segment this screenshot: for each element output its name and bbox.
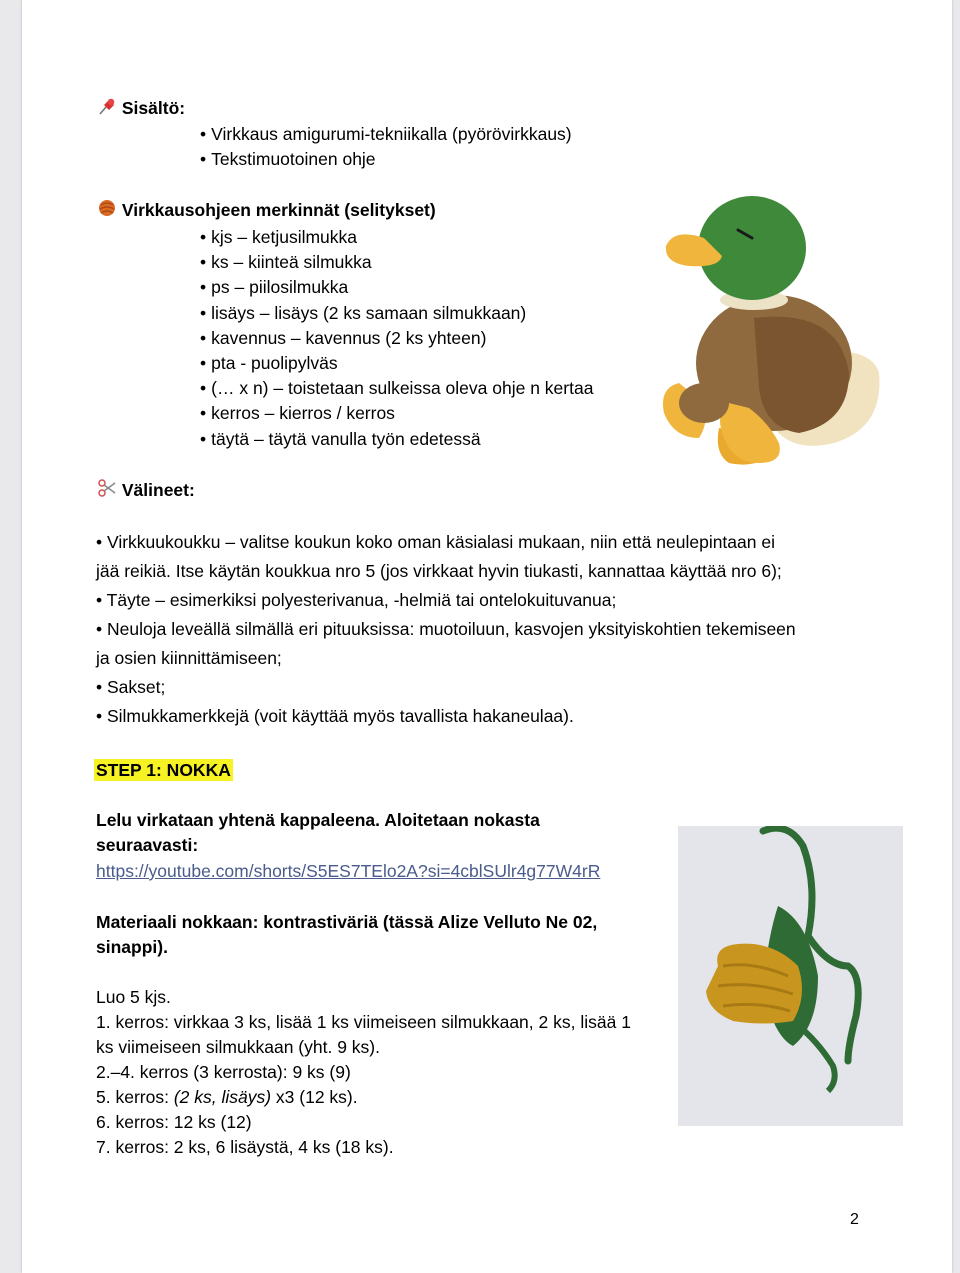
step1-intro [96, 808, 540, 858]
instruction-line: 2.–4. kerros (3 kerrosta): 9 ks (9) [96, 1062, 351, 1082]
list-item: • lisäys – lisäys (2 ks samaan silmukkaan) [200, 301, 593, 326]
tools-line: • Sakset; [96, 677, 166, 697]
row5-prefix: 5. kerros: [96, 1087, 174, 1107]
tools-heading: Välineet: [121, 480, 195, 501]
instruction-line: 1. kerros: virkkaa 3 ks, lisää 1 ks viimeiseen silmukkaan, 2 ks, lisää 1 [96, 1012, 631, 1032]
abbreviations-list [200, 225, 593, 452]
document-page [22, 0, 952, 1273]
tools-line: • Virkkuukoukku – valitse koukun koko oman käsialasi mukaan, niin että neulepintaan ei [96, 532, 775, 552]
step1-instructions [96, 985, 631, 1160]
instruction-line: 6. kerros: 12 ks (12) [96, 1112, 252, 1132]
abbreviations-heading: Virkkausohjeen merkinnät (selitykset) [121, 200, 436, 221]
list-item: • kerros – kierros / kerros [200, 401, 593, 426]
list-item: • ks – kiinteä silmukka [200, 250, 593, 275]
scissors-icon [97, 478, 117, 505]
step1-title-text: STEP 1: NOKKA [96, 760, 231, 780]
contents-heading-row [97, 96, 185, 123]
step1-material-line2: sinappi). [96, 937, 168, 957]
step1-title [94, 758, 233, 783]
crocheted-beak-photo [678, 826, 903, 1126]
pushpin-icon [97, 96, 117, 123]
row5-italic: (2 ks, lisäys) [173, 1087, 272, 1107]
step1-intro-line1: Lelu virkataan yhtenä kappaleena. Aloitetaan nokasta [96, 810, 540, 830]
instruction-line [96, 1085, 631, 1110]
list-item: • kjs – ketjusilmukka [200, 225, 593, 250]
list-item: • pta - puolipylväs [200, 351, 593, 376]
step1-material [96, 910, 597, 960]
list-item: • kavennus – kavennus (2 ks yhteen) [200, 326, 593, 351]
instruction-line: 7. kerros: 2 ks, 6 lisäystä, 4 ks (18 ks). [96, 1137, 394, 1157]
list-item: • (… x n) – toistetaan sulkeissa oleva ohje n kertaa [200, 376, 593, 401]
list-item: • Virkkaus amigurumi-tekniikalla (pyörövirkkaus) [200, 122, 572, 147]
video-link-row [96, 859, 600, 884]
list-item: • Tekstimuotoinen ohje [200, 147, 572, 172]
instruction-line: Luo 5 kjs. [96, 987, 171, 1007]
tools-heading-row [97, 478, 195, 505]
row5-suffix: x3 (12 ks). [271, 1087, 358, 1107]
list-item: • ps – piilosilmukka [200, 275, 593, 300]
contents-list [200, 122, 572, 172]
tools-line: ja osien kiinnittämiseen; [96, 648, 282, 668]
step1-material-line1: Materiaali nokkaan: kontrastiväriä (tässä Alize Velluto Ne 02, [96, 912, 598, 932]
tools-line: • Täyte – esimerkiksi polyesterivanua, -helmiä tai ontelokuituvanua; [96, 590, 617, 610]
tools-line: • Neuloja leveällä silmällä eri pituuksissa: muotoiluun, kasvojen yksityiskohtien tekemiseen [96, 619, 796, 639]
contents-heading: Sisältö: [121, 98, 186, 119]
tools-list [96, 528, 796, 731]
video-link[interactable]: https://youtube.com/shorts/S5ES7TElo2A?si=4cblSUlr4g77W4rR [96, 861, 601, 881]
tools-line: • Silmukkamerkkejä (voit käyttää myös tavallista hakaneulaa). [96, 706, 574, 726]
page-number: 2 [850, 1211, 859, 1228]
abbreviations-heading-row [97, 198, 436, 225]
tools-line: jää reikiä. Itse käytän koukkua nro 5 (jos virkkaat hyvin tiukasti, kannattaa käyttää nro 6); [96, 561, 782, 581]
yarn-ball-icon [97, 198, 117, 225]
list-item: • täytä – täytä vanulla työn edetessä [200, 427, 593, 452]
duck-illustration [634, 188, 904, 473]
instruction-line: ks viimeiseen silmukkaan (yht. 9 ks). [96, 1037, 380, 1057]
step1-intro-line2: seuraavasti: [96, 835, 199, 855]
